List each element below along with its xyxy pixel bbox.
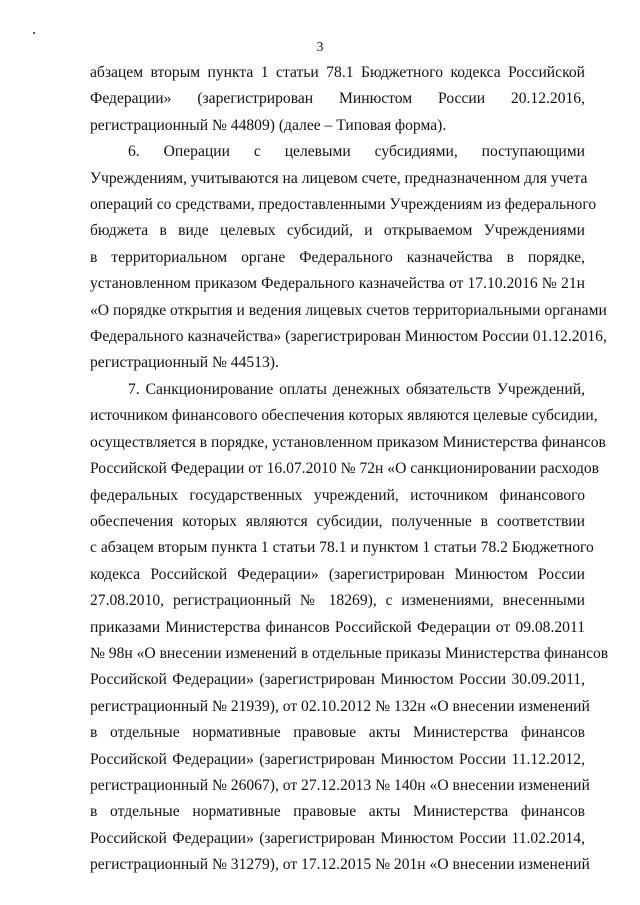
text-line: Российской Федерации» (зарегистрирован Минюстом России 11.12.2012, <box>90 750 585 768</box>
text-line: бюджета в виде целевых субсидий, и открываемом Учреждениями <box>90 222 585 240</box>
text-line: регистрационный № 44513). <box>90 354 279 372</box>
text-line: кодекса Российской Федерации» (зарегистрирован Минюстом России <box>90 565 585 583</box>
text-line: осуществляется в порядке, установленном приказом Министерства финансов <box>90 433 606 451</box>
text-line: операций со средствами, предоставленными Учреждениям из федерального <box>90 196 597 214</box>
text-line: в территориальном органе Федерального казначейства в порядке, <box>90 248 585 266</box>
text-line: обеспечения которых являются субсидии, полученные в соответствии <box>90 512 585 530</box>
text-line: источником финансового обеспечения которых являются целевые субсидии, <box>90 407 598 425</box>
text-line: с абзацем вторым пункта 1 статьи 78.1 и пунктом 1 статьи 78.2 Бюджетного <box>90 539 594 557</box>
text-line: регистрационный № 21939), от 02.10.2012 № 132н «О внесении изменений <box>90 697 590 715</box>
page-number: 3 <box>316 40 324 55</box>
text-line: 6. Операции с целевыми субсидиями, поступающими <box>128 143 585 161</box>
document-body <box>90 60 609 879</box>
text-line: Российской Федерации» (зарегистрирован Минюстом России 30.09.2011, <box>90 671 585 689</box>
text-line: в отдельные нормативные правовые акты Министерства финансов <box>90 803 585 821</box>
text-line: регистрационный № 31279), от 17.12.2015 № 201н «О внесении изменений <box>90 856 590 874</box>
text-line: в отдельные нормативные правовые акты Министерства финансов <box>90 724 585 742</box>
text-line: Федерального казначейства» (зарегистрирован Минюстом России 01.12.2016, <box>90 328 607 346</box>
text-line: «О порядке открытия и ведения лицевых счетов территориальными органами <box>90 301 607 319</box>
text-line: федеральных государственных учреждений, источником финансового <box>90 486 585 504</box>
text-line: Учреждениям, учитываются на лицевом счете, предназначенном для учета <box>90 169 588 187</box>
scan-speck <box>33 32 35 34</box>
text-line: 27.08.2010, регистрационный № 18269), с изменениями, внесенными <box>90 592 585 610</box>
text-line: Российской Федерации» (зарегистрирован Минюстом России 11.02.2014, <box>90 829 585 847</box>
text-line: абзацем вторым пункта 1 статьи 78.1 Бюджетного кодекса Российской <box>90 64 585 81</box>
text-line: Российской Федерации от 16.07.2010 № 72н «О санкционировании расходов <box>90 460 600 478</box>
text-line: № 98н «О внесении изменений в отдельные приказы Министерства финансов <box>90 644 609 662</box>
text-line: установленном приказом Федерального казначейства от 17.10.2016 № 21н <box>90 275 585 293</box>
text-line: Федерации» (зарегистрирован Минюстом России 20.12.2016, <box>90 90 585 108</box>
text-line: приказами Министерства финансов Российской Федерации от 09.08.2011 <box>90 618 585 636</box>
text-line: 7. Санкционирование оплаты денежных обязательств Учреждений, <box>128 380 585 398</box>
text-line: регистрационный № 44809) (далее – Типовая форма). <box>90 116 447 134</box>
text-line: регистрационный № 26067), от 27.12.2013 № 140н «О внесении изменений <box>90 776 590 794</box>
